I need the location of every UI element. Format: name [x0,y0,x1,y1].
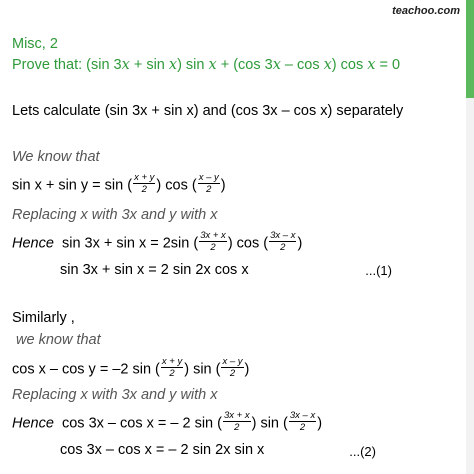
equation-label-2: ...(2) [349,444,376,459]
result-line-1: sin 3x + sin x = 2 sin 2x cos x [60,262,249,278]
we-know-text-2: we know that [16,332,101,348]
equation-label-1: ...(1) [365,263,392,278]
hence-line-2: Hence cos 3x – cos x = – 2 sin ( $\frac{3x + x}{2}$ ) sin ( $\frac{3x - x}{2}$ ) [12,410,323,433]
scroll-thumb[interactable] [466,0,474,98]
replace-text-2: Replacing x with 3x and y with x [12,387,218,403]
similarly-text: Similarly , [12,310,75,326]
intro-text: Lets calculate (sin 3x + sin x) and (cos 3x – cos x) separately [12,103,404,119]
question-heading: Misc, 2 [12,36,58,52]
scrollbar[interactable] [466,0,474,474]
replace-text-1: Replacing x with 3x and y with x [12,207,218,223]
we-know-text-1: We know that [12,149,100,165]
brand-logo: teachoo.com [392,5,460,17]
question-statement: Prove that: (sin 3x + sin x) sin x + (cos 3x – cos x) cos x = 0 [12,57,401,73]
hence-line-1: Hence sin 3x + sin x = 2sin ( $\frac{3x + x}{2}$ ) cos ( $\frac{3x - x}{2}$ ) [12,230,303,253]
sum-to-product-formula: sin x + sin y = sin ( $\frac{x + y}{2}$ ) cos ( $\frac{x - y}{2}$ ) [12,172,226,195]
diff-to-product-formula: cos x – cos y = –2 sin ( $\frac{x + y}{2}$ ) sin ( $\frac{x - y}{2}$ ) [12,356,250,379]
result-line-2: cos 3x – cos x = – 2 sin 2x sin x [60,442,265,458]
